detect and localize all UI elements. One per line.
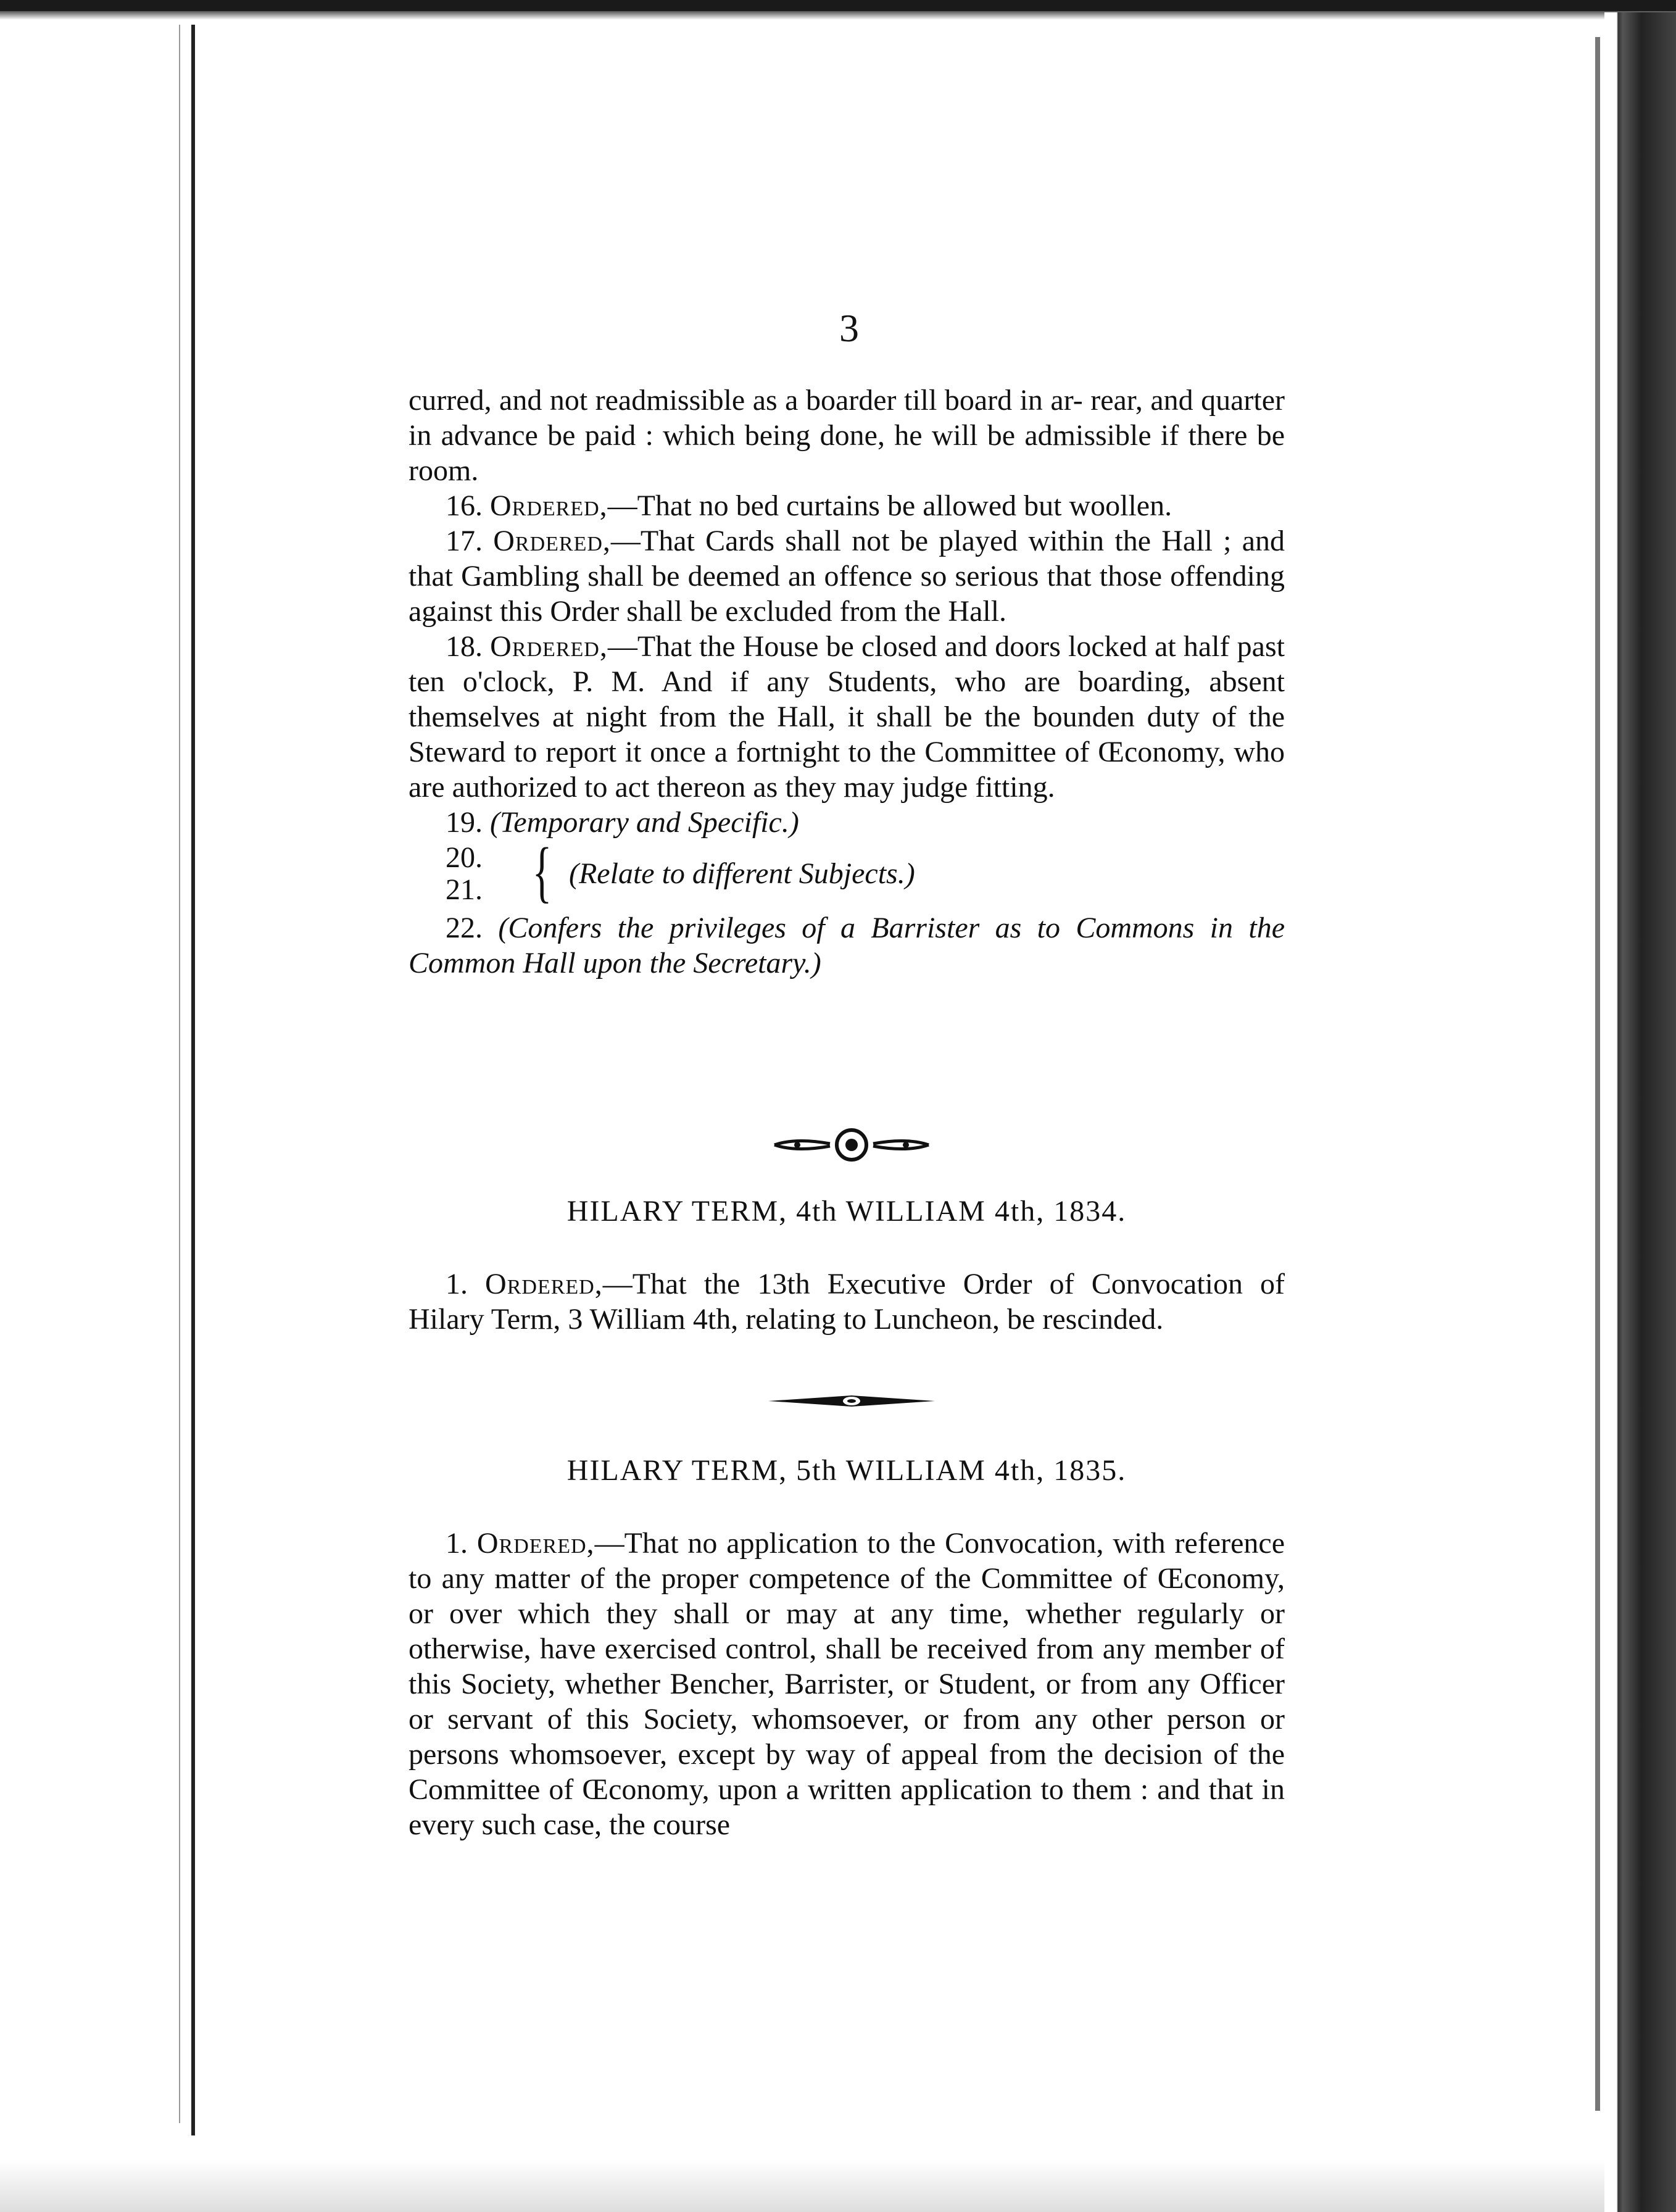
order-number-20: 20. <box>446 841 483 874</box>
section-1834-order <box>409 1266 1285 1337</box>
scan-gutter-line <box>179 25 180 2123</box>
order-22 <box>409 910 1285 981</box>
order-number: 16. <box>446 489 483 522</box>
order-number-21: 21. <box>446 873 483 906</box>
scan-page-edge <box>1595 37 1600 2111</box>
order-text: —That the House be closed and doors locked at half past ten o'clock, P. M. And if any Students, who are boarding, absent themselves at night from the Hall, it shall be the bounden duty of the Steward to report it once a fortnight to the Committee of Œconomy, who are authorized to act thereon as they may judge fitting. <box>409 630 1285 804</box>
order-text: —That no application to the Convocation, with reference to any matter of the proper competence of the Committee of Œconomy, or over which they shall or may at any time, whether regularly or otherwise, have exercised control, shall be received from any member of this Society, whether Bencher, Barrister, or Student, or from any Officer or servant of this Society, whomsoever, or from any other person or persons whomsoever, except by way of appeal from the decision of the Committee of Œconomy, upon a written application to them : and that in every such case, the course <box>409 1527 1285 1841</box>
section-1835-order <box>409 1526 1285 1842</box>
section-continued-orders <box>409 383 1285 981</box>
order-text: —That Cards shall not be played within the Hall ; and that Gambling shall be deemed an offence so serious that those offending against this Order shall be excluded from the Hall. <box>409 525 1285 628</box>
scan-binding-edge <box>191 25 195 2135</box>
order-text: —That the 13th Executive Order of Convocation of Hilary Term, 3 William 4th, relating to Luncheon, be rescinded. <box>409 1268 1285 1336</box>
order-number: 22. <box>446 912 483 944</box>
ordered-label: Ordered, <box>490 489 608 522</box>
continuation-line-1: curred, and not readmissible as a boarder till board in ar- <box>409 384 1083 417</box>
ornament-divider-icon <box>771 1126 932 1163</box>
section-heading-1834: HILARY TERM, 4th WILLIAM 4th, 1834. <box>566 1195 1127 1228</box>
continuation-text <box>409 383 1285 488</box>
continuation-line-3: will be admissible if there be room. <box>409 419 1285 487</box>
order-16 <box>409 488 1285 523</box>
order-1-1834 <box>409 1266 1285 1337</box>
orders-20-21 <box>446 834 1285 910</box>
continuation-line-2: rear, and quarter in advance be paid : which being done, he <box>409 384 1285 452</box>
order-18 <box>409 629 1285 805</box>
scan-top-border <box>0 0 1676 11</box>
order-text: (Temporary and Specific.) <box>490 806 799 839</box>
order-17 <box>409 523 1285 629</box>
order-1-1835 <box>409 1526 1285 1842</box>
ordered-label: Ordered, <box>485 1268 603 1300</box>
scan-bottom-shadow <box>0 2160 1604 2212</box>
brace-icon: { <box>532 834 552 909</box>
order-text: (Confers the privileges of a Barrister as to Commons in the Common Hall upon the Secretary.) <box>409 912 1285 979</box>
order-text: (Relate to different Subjects.) <box>569 857 915 890</box>
scan-top-shadow <box>0 11 1676 20</box>
ordered-label: Ordered, <box>476 1527 595 1560</box>
ordered-label: Ordered, <box>490 630 608 663</box>
order-number: 18. <box>446 630 483 663</box>
order-number: 17. <box>446 525 483 557</box>
order-number: 1. <box>446 1268 468 1300</box>
order-number: 19. <box>446 806 483 839</box>
ordered-label: Ordered, <box>493 525 611 557</box>
section-heading-1835: HILARY TERM, 5th WILLIAM 4th, 1835. <box>566 1454 1127 1487</box>
rule-divider-icon <box>768 1392 935 1410</box>
page-number: 3 <box>839 306 859 350</box>
order-number: 1. <box>446 1527 468 1560</box>
scan-right-border <box>1604 12 1676 2212</box>
order-text: —That no bed curtains be allowed but woollen. <box>607 489 1172 522</box>
